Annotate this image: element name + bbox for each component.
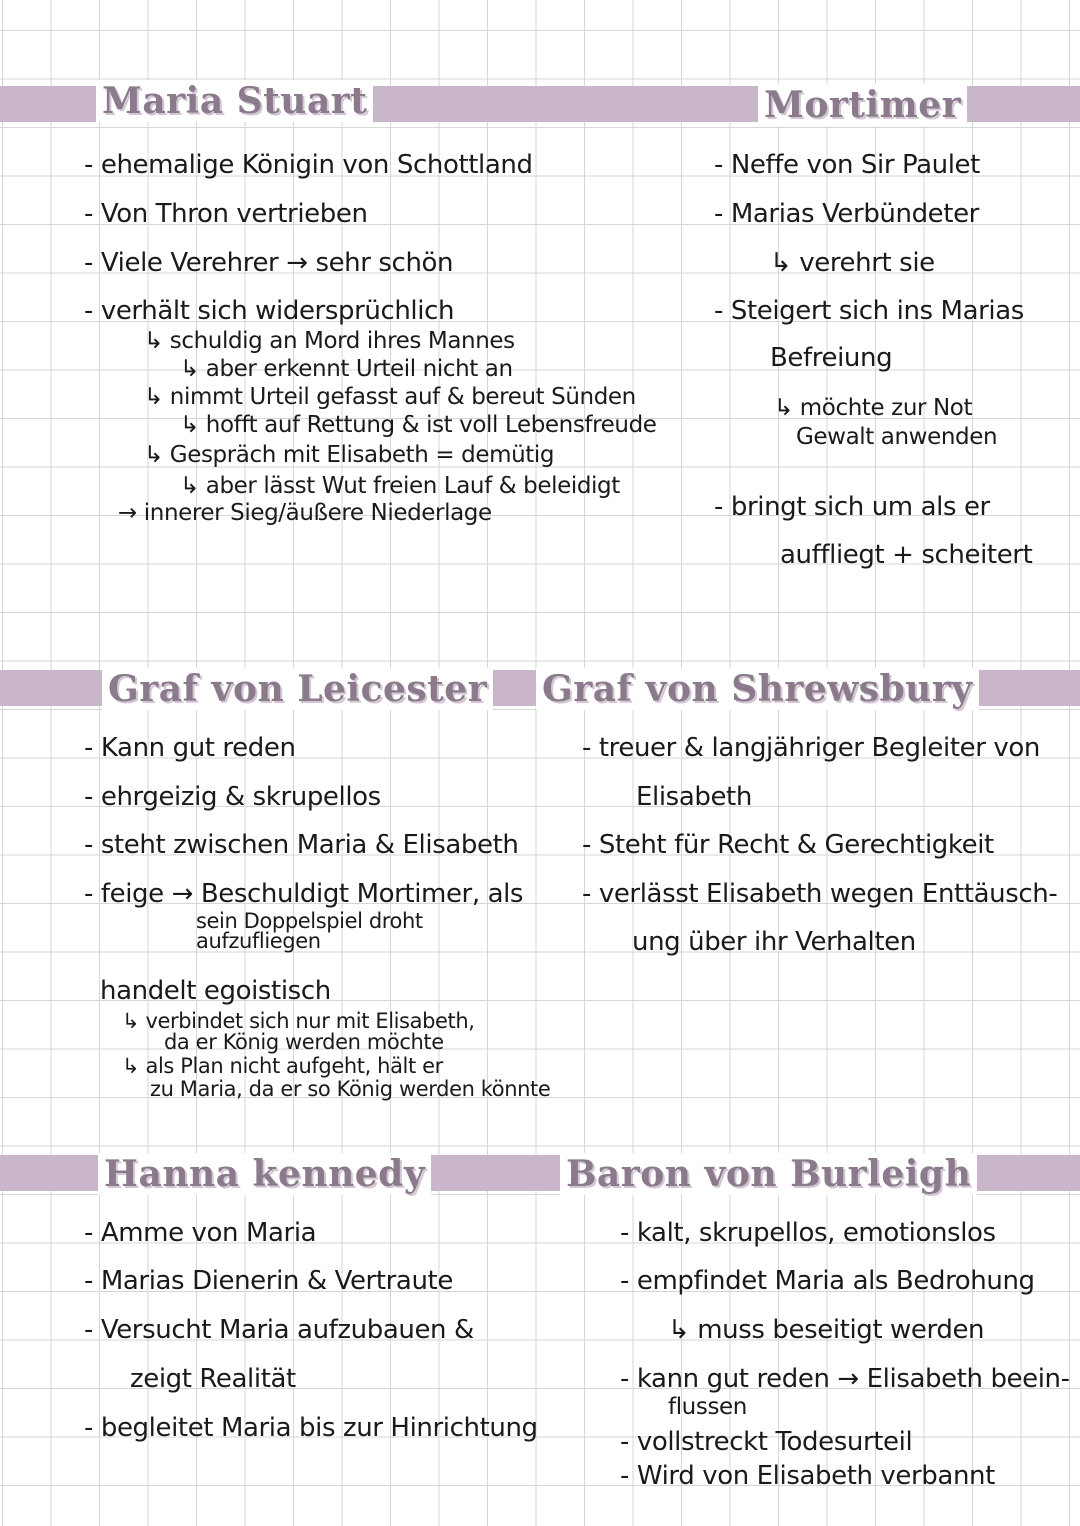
burleigh-line-1: - kalt, skrupellos, emotionslos bbox=[620, 1218, 996, 1248]
burleigh-line-6: - vollstreckt Todesurteil bbox=[620, 1427, 913, 1457]
maria-line-10: ↳ aber lässt Wut freien Lauf & beleidigt bbox=[180, 473, 620, 499]
heading-graf-von-shrewsbury: Graf von Shrewsbury bbox=[536, 668, 979, 710]
leicester-line-3: - steht zwischen Maria & Elisabeth bbox=[84, 830, 519, 860]
maria-line-6: ↳ aber erkennt Urteil nicht an bbox=[180, 356, 513, 382]
mortimer-line-3: ↳ verehrt sie bbox=[770, 248, 935, 278]
maria-line-1: - ehemalige Königin von Schottland bbox=[84, 150, 533, 180]
leicester-line-5: sein Doppelspiel droht bbox=[196, 909, 423, 933]
leicester-line-1: - Kann gut reden bbox=[84, 733, 296, 763]
shrewsbury-line-4: - verlässt Elisabeth wegen Enttäusch- bbox=[582, 879, 1058, 909]
mortimer-line-5: Befreiung bbox=[770, 343, 893, 373]
burleigh-line-4: - kann gut reden → Elisabeth beein- bbox=[620, 1364, 1070, 1394]
kennedy-line-2: - Marias Dienerin & Vertraute bbox=[84, 1266, 453, 1296]
burleigh-line-2: - empfindet Maria als Bedrohung bbox=[620, 1266, 1035, 1296]
maria-line-7: ↳ nimmt Urteil gefasst auf & bereut Sünden bbox=[144, 384, 636, 410]
mortimer-line-4: - Steigert sich ins Marias bbox=[714, 296, 1024, 326]
mortimer-line-6: ↳ möchte zur Not bbox=[774, 395, 973, 421]
mortimer-line-9: auffliegt + scheitert bbox=[780, 540, 1033, 570]
shrewsbury-line-5: ung über ihr Verhalten bbox=[632, 927, 916, 957]
maria-line-4: - verhält sich widersprüchlich bbox=[84, 296, 455, 326]
maria-line-11: → innerer Sieg/äußere Niederlage bbox=[118, 500, 492, 526]
kennedy-line-4: zeigt Realität bbox=[130, 1364, 296, 1394]
leicester-line-4: - feige → Beschuldigt Mortimer, als bbox=[84, 879, 524, 909]
mortimer-line-1: - Neffe von Sir Paulet bbox=[714, 150, 980, 180]
shrewsbury-line-1: - treuer & langjähriger Begleiter von bbox=[582, 733, 1040, 763]
burleigh-line-5: flussen bbox=[668, 1394, 747, 1420]
leicester-line-10: ↳ als Plan nicht aufgeht, hält er bbox=[122, 1054, 443, 1078]
maria-line-8: ↳ hofft auf Rettung & ist voll Lebensfreude bbox=[180, 412, 657, 438]
leicester-line-9: da er König werden möchte bbox=[164, 1030, 444, 1054]
mortimer-line-2: - Marias Verbündeter bbox=[714, 199, 979, 229]
mortimer-line-8: - bringt sich um als er bbox=[714, 492, 990, 522]
burleigh-line-3: ↳ muss beseitigt werden bbox=[668, 1315, 985, 1345]
leicester-line-11: zu Maria, da er so König werden könnte bbox=[150, 1077, 551, 1101]
kennedy-line-5: - begleitet Maria bis zur Hinrichtung bbox=[84, 1413, 538, 1443]
shrewsbury-line-2: Elisabeth bbox=[636, 782, 752, 812]
leicester-line-7: handelt egoistisch bbox=[100, 976, 331, 1006]
maria-line-9: ↳ Gespräch mit Elisabeth = demütig bbox=[144, 442, 555, 468]
heading-mortimer: Mortimer bbox=[758, 84, 967, 126]
maria-line-2: - Von Thron vertrieben bbox=[84, 199, 368, 229]
shrewsbury-line-3: - Steht für Recht & Gerechtigkeit bbox=[582, 830, 994, 860]
leicester-line-8: ↳ verbindet sich nur mit Elisabeth, bbox=[122, 1009, 475, 1033]
maria-line-3: - Viele Verehrer → sehr schön bbox=[84, 248, 454, 278]
heading-graf-von-leicester: Graf von Leicester bbox=[102, 668, 493, 710]
leicester-line-6: aufzufliegen bbox=[196, 929, 321, 953]
kennedy-line-1: - Amme von Maria bbox=[84, 1218, 317, 1248]
heading-maria-stuart: Maria Stuart bbox=[96, 80, 373, 122]
kennedy-line-3: - Versucht Maria aufzubauen & bbox=[84, 1315, 474, 1345]
leicester-line-2: - ehrgeizig & skrupellos bbox=[84, 782, 381, 812]
heading-baron-von-burleigh: Baron von Burleigh bbox=[560, 1153, 977, 1195]
mortimer-line-7: Gewalt anwenden bbox=[796, 424, 998, 450]
maria-line-5: ↳ schuldig an Mord ihres Mannes bbox=[144, 328, 515, 354]
burleigh-line-7: - Wird von Elisabeth verbannt bbox=[620, 1461, 995, 1491]
heading-hanna-kennedy: Hanna kennedy bbox=[98, 1153, 431, 1195]
